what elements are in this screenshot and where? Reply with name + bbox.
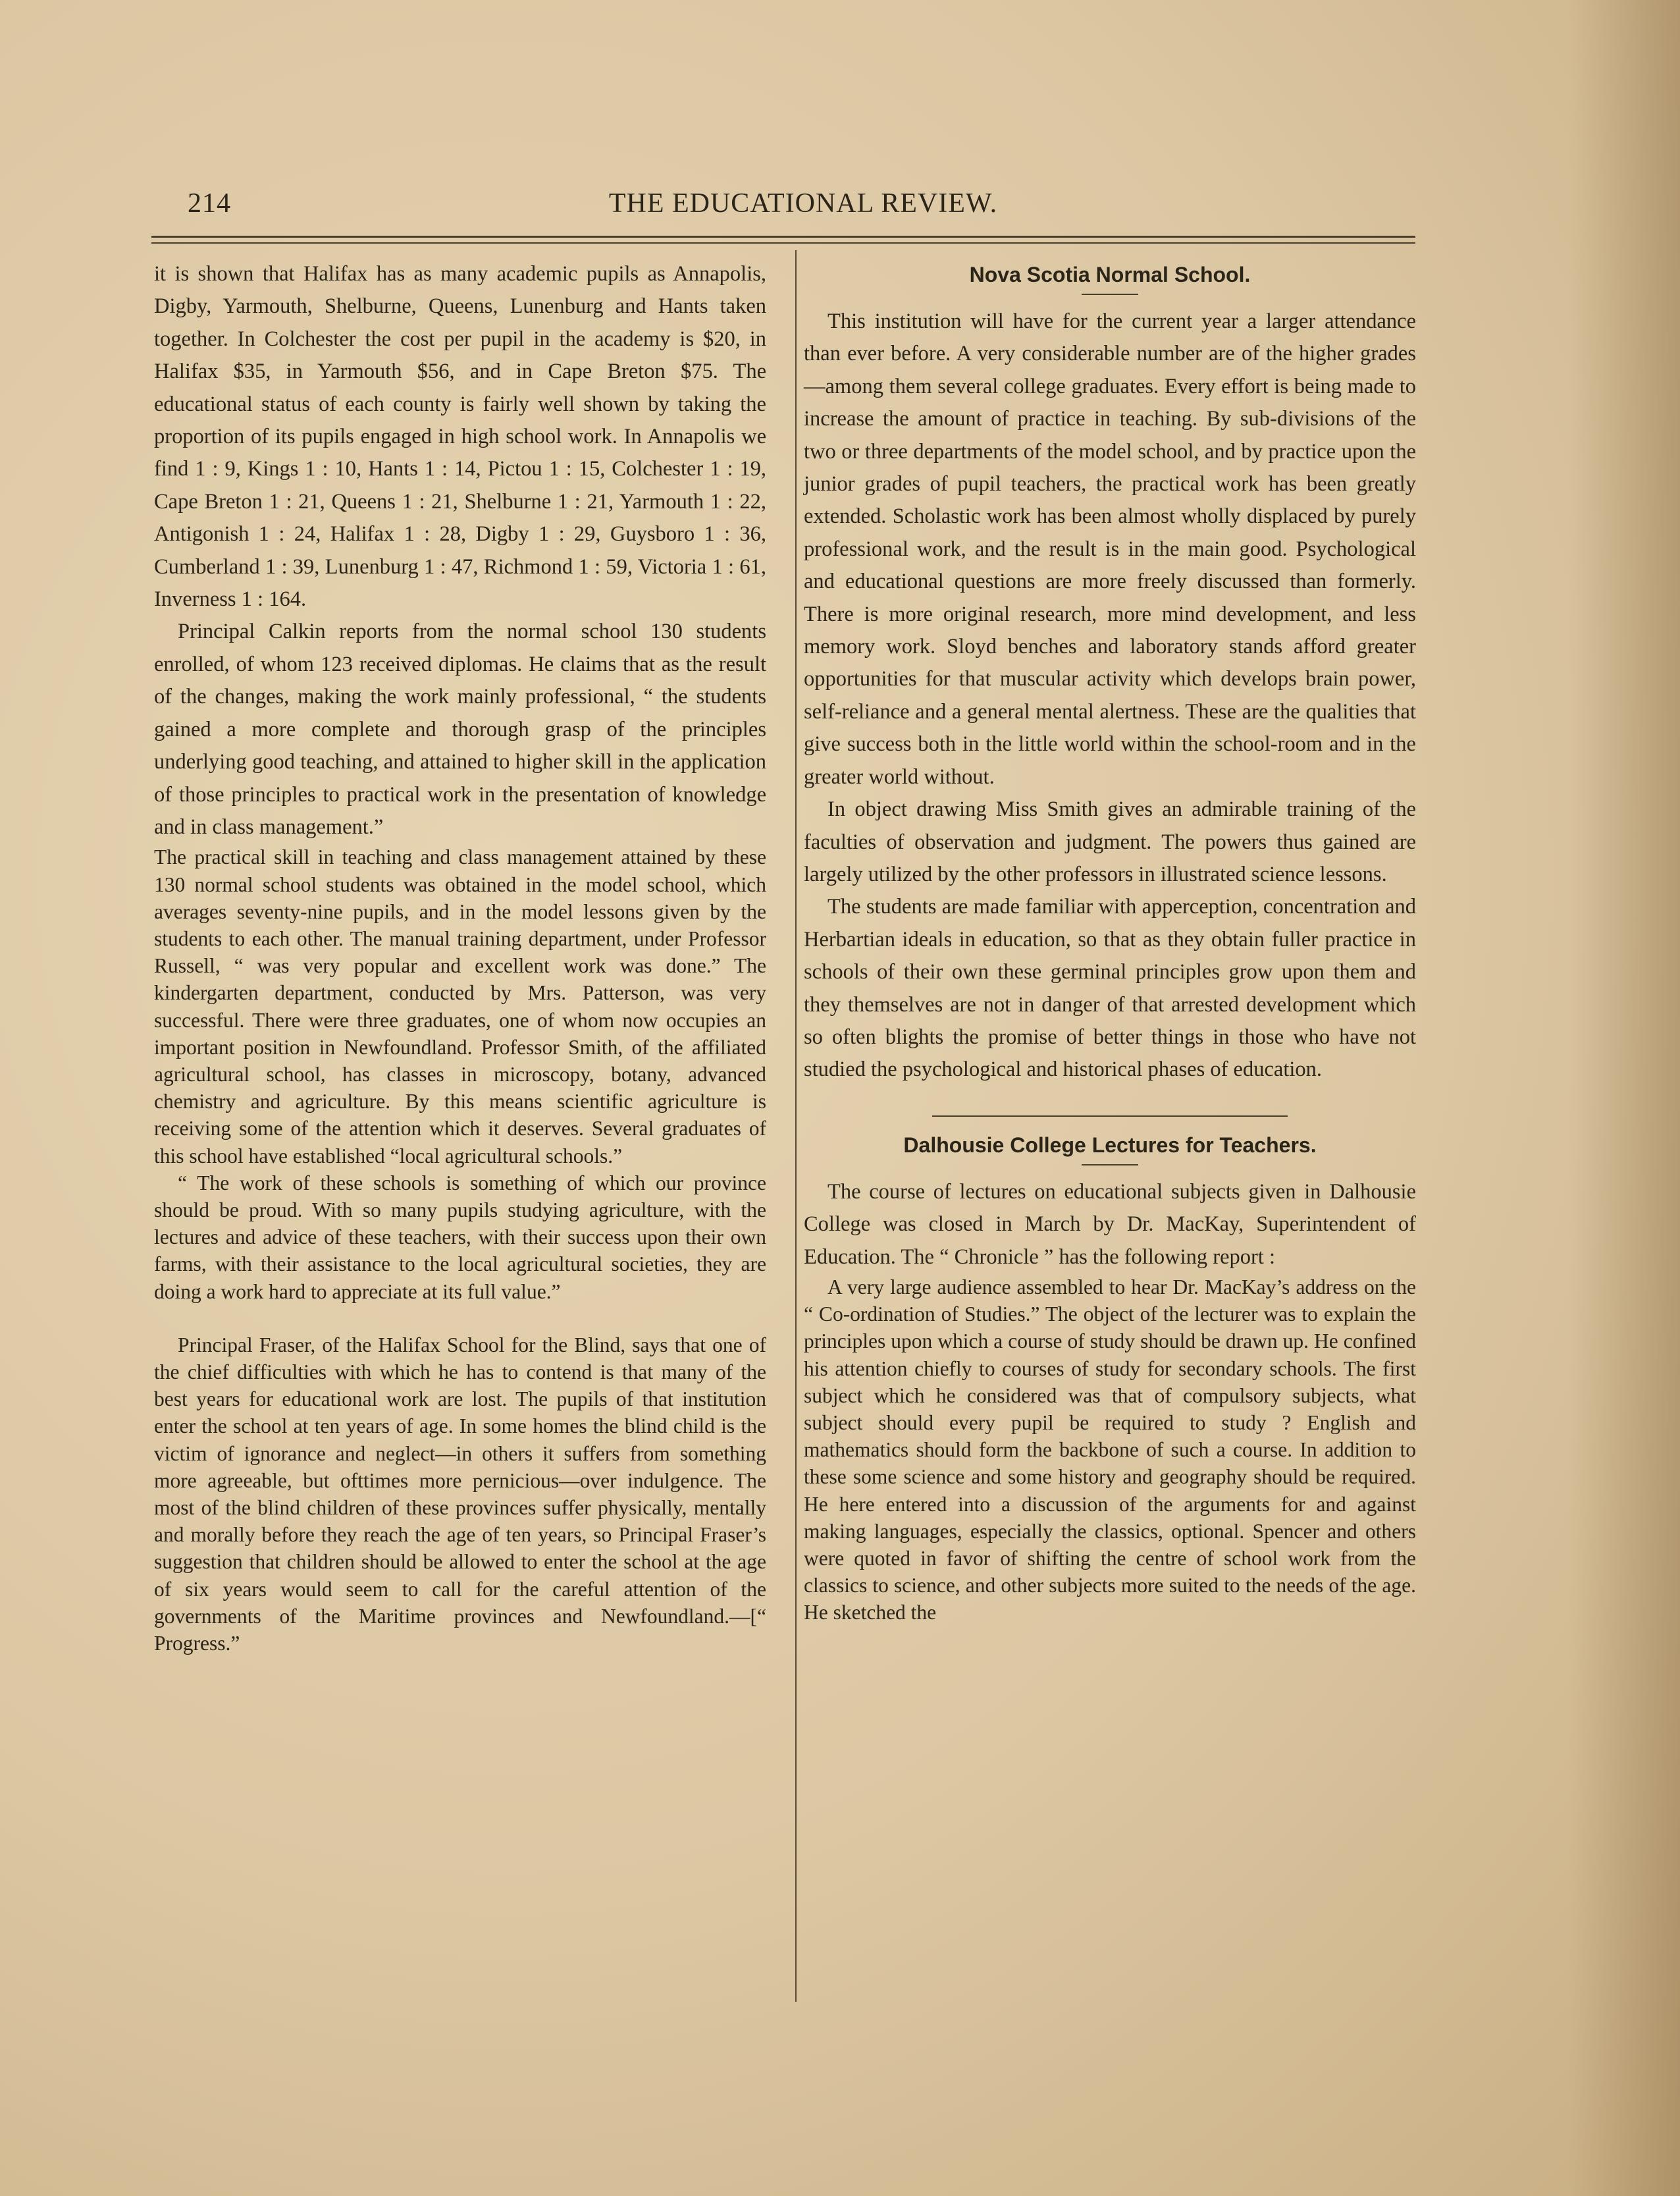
- journal-title: THE EDUCATIONAL REVIEW.: [608, 188, 998, 219]
- column-divider: [795, 250, 797, 2002]
- section-break: [154, 1305, 766, 1331]
- paragraph-normal-school-report: Principal Calkin reports from the normal school 130 students enrolled, of whom 123 received diplomas. He claims that as the result of the changes, making the work mainly professional, “ the students gained a more complete and thorough grasp of the principles underlying good teaching, and attained to higher skill in the application of those principles to practical work in the presentation of knowledge and in class management.”: [154, 620, 766, 839]
- paragraph-normal-school-attendance: This institution will have for the current year a larger attendance than ever before. A very considerable number are of the higher grades—among them several college graduates. Every effort is being made to increase the amount of practice in teaching. By sub-divisions of the two or three departments of the model school, and by practice upon the junior grades of pupil teachers, the practical work has been greatly extended. Scholastic work has been almost wholly displaced by purely professional work, and the result is in the main good. Psychological and educational questions are more freely discussed than formerly. There is more original research, more mind development, and less memory work. Sloyd benches and laboratory stands afford greater opportunities for that muscular activity which develops brain power, self-reliance and a general mental alertness. These are the qualities that give success both in the little world within the school-room and in the greater world without.: [804, 309, 1416, 789]
- page-number: 214: [188, 188, 231, 219]
- section-rule: [932, 1115, 1288, 1117]
- paragraph-apperception: The students are made familiar with apperception, concentration and Herbartian ideals in education, so that as they obtain fuller practice in schools of their own these germinal principles grow upon them and they themselves are not in danger of that arrested development which so often blights the promise of better things in those who have not studied the psychological and historical phases of education.: [804, 895, 1416, 1082]
- heading-normal-school: Nova Scotia Normal School.: [969, 263, 1251, 286]
- page-edge-shadow: [1568, 0, 1680, 2196]
- page-header: [188, 188, 1419, 227]
- header-rule-double: [151, 242, 1415, 244]
- paragraph-course-of-lectures: The course of lectures on educational subjects given in Dalhousie College was closed in March by Dr. MacKay, Superintendent of Education. The “ Chronicle ” has the following report :: [804, 1179, 1416, 1269]
- right-column: [804, 258, 1416, 1626]
- paragraph-agricultural-quote: “ The work of these schools is something of which our province should be proud. With so many pupils studying agriculture, with the lectures and advice of these teachers, with their success upon their own farms, with their assistance to the local agricultural societies, they are doing a work hard to appreciate at its full value.”: [154, 1171, 766, 1303]
- paragraph-practical-skill: The practical skill in teaching and class management attained by these 130 normal school students was obtained in the model school, which averages seventy-nine pupils, and in the model lessons given by the students to each other. The manual training department, under Professor Russell, “ was very popular and excellent work was done.” The kindergarten department, conducted by Mrs. Patterson, was very successful. There were three graduates, one of whom now occupies an important position in Newfoundland. Professor Smith, of the affiliated agricultural school, has classes in microscopy, botany, advanced chemistry and agriculture. By this means scientific agriculture is receiving some of the attention which it deserves. Several graduates of this school have established “local agricultural schools.”: [154, 845, 766, 1167]
- left-column: [154, 258, 766, 1657]
- heading-rule: [1082, 1164, 1138, 1165]
- header-rule: [151, 236, 1415, 238]
- heading-dalhousie-lectures: Dalhousie College Lectures for Teachers.: [903, 1133, 1317, 1157]
- paragraph-coordination-of-studies: A very large audience assembled to hear Dr. MacKay’s address on the “ Co-ordination of Studies.” The object of the lecturer was to explain the principles upon which a course of study should be drawn up. He confined his attention chiefly to courses of study for secondary schools. The first subject which he considered was that of compulsory subjects, what subject should every pupil be required to study ? English and mathematics should form the backbone of such a course. In addition to these some science and some history and geography should be required. He here entered into a discussion of the arguments for and against making languages, especially the classics, optional. Spencer and others were quoted in favor of shifting the centre of school work from the classics to science, and other subjects more suited to the needs of the age. He sketched the: [804, 1275, 1416, 1624]
- paragraph-school-for-blind: Principal Fraser, of the Halifax School for the Blind, says that one of the chief difficulties with which he has to contend is that many of the best years for educational work are lost. The pupils of that institution enter the school at ten years of age. In some homes the blind child is the victim of ignorance and neglect—in others it suffers from something more agreeable, but ofttimes more pernicious—over indulgence. The most of the blind children of these provinces suffer physically, mentally and morally before they reach the age of ten years, so Principal Fraser’s suggestion that children should be allowed to enter the school at the age of six years would seem to call for the careful attention of the governments of the Maritime provinces and Newfoundland.—[“ Progress.”: [154, 1333, 766, 1655]
- paragraph-county-statistics: it is shown that Halifax has as many academic pupils as Annapolis, Digby, Yarmouth, Shelburne, Queens, Lunenburg and Hants taken together. In Colchester the cost per pupil in the academy is $20, in Halifax $35, in Yarmouth $56, and in Cape Breton $75. The educational status of each county is fairly well shown by taking the proportion of its pupils engaged in high school work. In Annapolis we find 1 : 9, Kings 1 : 10, Hants 1 : 14, Pictou 1 : 15, Colchester 1 : 19, Cape Breton 1 : 21, Queens 1 : 21, Shelburne 1 : 21, Yarmouth 1 : 22, Antigonish 1 : 24, Halifax 1 : 28, Digby 1 : 29, Guysboro 1 : 36, Cumberland 1 : 39, Lunenburg 1 : 47, Richmond 1 : 59, Victoria 1 : 61, Inverness 1 : 164.: [154, 262, 766, 612]
- heading-rule: [1082, 294, 1138, 295]
- paragraph-object-drawing: In object drawing Miss Smith gives an admirable training of the faculties of observation and judgment. The powers thus gained are largely utilized by the other professors in illustrated science lessons.: [804, 797, 1416, 886]
